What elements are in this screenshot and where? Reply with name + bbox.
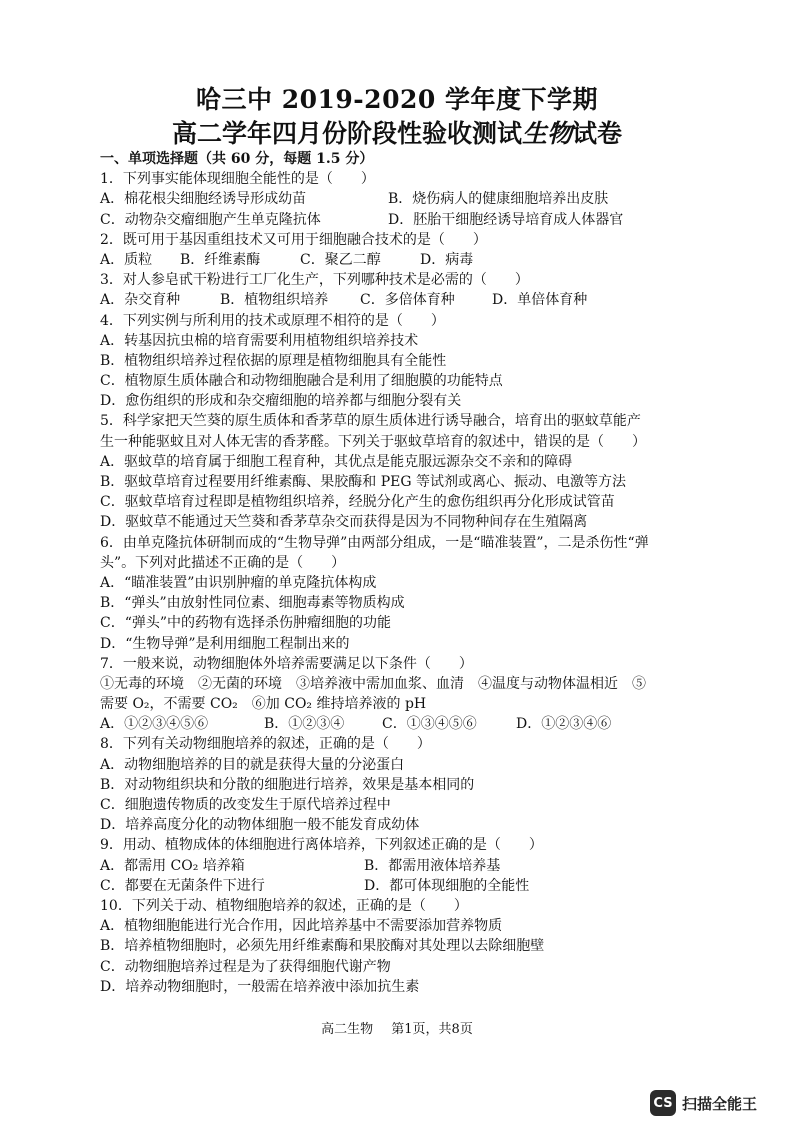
section-heading: 一、单项选择题（共 60 分，每题 1.5 分） xyxy=(100,151,374,167)
option-row xyxy=(100,714,710,734)
option-row xyxy=(100,856,710,876)
question-stem-cont: 头”。下列对此描述不正确的是（ ） xyxy=(100,554,346,571)
option-a: A．转基因抗虫棉的培育需要利用植物组织培养技术 xyxy=(100,332,419,349)
condition-list-cont: 需要 O₂，不需要 CO₂ ⑥加 CO₂ 维持培养液的 pH xyxy=(100,696,427,713)
exam-title-line2 xyxy=(0,114,794,150)
option-row xyxy=(100,876,710,896)
question-stem: 4．下列实例与所利用的技术或原理不相符的是（ ） xyxy=(100,312,445,329)
option-c: C．“弹头”中的药物有选择杀伤肿瘤细胞的功能 xyxy=(100,615,392,632)
option-c: C．驱蚊草培育过程即是植物组织培养，经脱分化产生的愈伤组织再分化形成试管苗 xyxy=(100,494,615,511)
camscanner-logo-icon: CS xyxy=(650,1090,676,1116)
question-stem: 1．下列事实能体现细胞全能性的是（ ） xyxy=(100,171,375,188)
option-a: A．动物细胞培养的目的就是获得大量的分泌蛋白 xyxy=(100,756,405,773)
option-b: B．都需用液体培养基 xyxy=(364,857,501,874)
question-stem: 8．下列有关动物细胞培养的叙述，正确的是（ ） xyxy=(100,736,431,753)
option-a: A．植物细胞能进行光合作用，因此培养基中不需要添加营养物质 xyxy=(100,918,503,935)
page-footer: 高二生物 第1页，共8页 xyxy=(321,1022,473,1037)
option-a: A．“瞄准装置”由识别肿瘤的单克隆抗体构成 xyxy=(100,574,377,591)
option-d: D．都可体现细胞的全能性 xyxy=(364,877,530,894)
option-b: B．烧伤病人的健康细胞培养出皮肤 xyxy=(388,191,609,208)
option-d: D．单倍体育种 xyxy=(492,292,588,309)
option-b: B．“弹头”由放射性同位素、细胞毒素等物质构成 xyxy=(100,595,405,612)
option-c: C．聚乙二醇 xyxy=(300,251,381,268)
option-d: D．“生物导弹”是利用细胞工程制出来的 xyxy=(100,635,350,652)
option-d: D．愈伤组织的形成和杂交瘤细胞的培养都与细胞分裂有关 xyxy=(100,393,462,410)
option-d: D．病毒 xyxy=(420,251,474,268)
option-c: C．动物杂交瘤细胞产生单克隆抗体 xyxy=(100,211,321,228)
option-row xyxy=(100,210,710,230)
question-stem-cont: 生一种能驱蚊且对人体无害的香茅醛。下列关于驱蚊草培育的叙述中，错误的是（ ） xyxy=(100,433,646,450)
title-subject: 生物 xyxy=(521,119,572,148)
option-a: A．①②③④⑤⑥ xyxy=(100,716,209,733)
question-stem: 7．一般来说，动物细胞体外培养需要满足以下条件（ ） xyxy=(100,655,473,672)
option-a: A．棉花根尖细胞经诱导形成幼苗 xyxy=(100,191,307,208)
option-c: C．动物细胞培养过程是为了获得细胞代谢产物 xyxy=(100,958,391,975)
option-b: B．①②③④ xyxy=(264,716,345,733)
option-a: A．都需用 CO₂ 培养箱 xyxy=(100,857,245,874)
exam-title-line1: 哈三中 2019-2020 学年度下学期 xyxy=(196,85,598,114)
question-list xyxy=(100,149,710,997)
option-d: D．①②③④⑥ xyxy=(516,716,612,733)
scanner-watermark xyxy=(650,1088,757,1118)
option-d: D．胚胎干细胞经诱导培育成人体器官 xyxy=(388,211,624,228)
option-c: C．都要在无菌条件下进行 xyxy=(100,877,265,894)
option-b: B．培养植物细胞时，必须先用纤维素酶和果胶酶对其处理以去除细胞壁 xyxy=(100,938,545,955)
option-b: B．纤维素酶 xyxy=(180,251,261,268)
option-d: D．培养动物细胞时，一般需在培养液中添加抗生素 xyxy=(100,978,420,995)
option-d: D．培养高度分化的动物体细胞一般不能发育成幼体 xyxy=(100,817,420,834)
option-row xyxy=(100,250,710,270)
option-d: D．驱蚊草不能通过天竺葵和香茅草杂交而获得是因为不同物种间存在生殖隔离 xyxy=(100,514,588,531)
option-row xyxy=(100,290,710,310)
condition-list: ①无毒的环境 ②无菌的环境 ③培养液中需加血浆、血清 ④温度与动物体温相近 ⑤ xyxy=(100,675,646,692)
option-b: B．植物组织培养过程依据的原理是植物细胞具有全能性 xyxy=(100,352,447,369)
question-stem: 3．对人参皂甙干粉进行工厂化生产，下列哪种技术是必需的（ ） xyxy=(100,272,529,289)
option-a: A．驱蚊草的培育属于细胞工程育种，其优点是能克服远源杂交不亲和的障碍 xyxy=(100,453,573,470)
option-b: B．植物组织培养 xyxy=(220,292,329,309)
title-suffix: 试卷 xyxy=(572,119,623,148)
question-stem: 9．用动、植物成体的体细胞进行离体培养，下列叙述正确的是（ ） xyxy=(100,837,543,854)
option-c: C．多倍体育种 xyxy=(360,292,455,309)
option-row xyxy=(100,189,710,209)
option-c: C．细胞遗传物质的改变发生于原代培养过程中 xyxy=(100,797,391,813)
question-stem: 2．既可用于基因重组技术又可用于细胞融合技术的是（ ） xyxy=(100,231,487,248)
option-a: A．质粒 xyxy=(100,251,153,268)
title-prefix: 高二学年四月份阶段性验收测试 xyxy=(171,119,522,148)
option-b: B．对动物组织块和分散的细胞进行培养，效果是基本相同的 xyxy=(100,776,475,793)
option-a: A．杂交育种 xyxy=(100,292,181,309)
question-stem: 6．由单克隆抗体研制而成的“生物导弹”由两部分组成，一是“瞄准装置”，二是杀伤性“弹 xyxy=(100,534,649,551)
option-c: C．①③④⑤⑥ xyxy=(382,716,477,733)
option-b: B．驱蚊草培育过程要用纤维素酶、果胶酶和 PEG 等试剂或离心、振动、电激等方法 xyxy=(100,474,627,490)
watermark-label: 扫描全能王 xyxy=(682,1094,758,1113)
option-c: C．植物原生质体融合和动物细胞融合是利用了细胞膜的功能特点 xyxy=(100,373,503,390)
question-stem: 5．科学家把天竺葵的原生质体和香茅草的原生质体进行诱导融合，培育出的驱蚊草能产 xyxy=(100,413,641,430)
question-stem: 10．下列关于动、植物细胞培养的叙述，正确的是（ ） xyxy=(100,897,468,914)
